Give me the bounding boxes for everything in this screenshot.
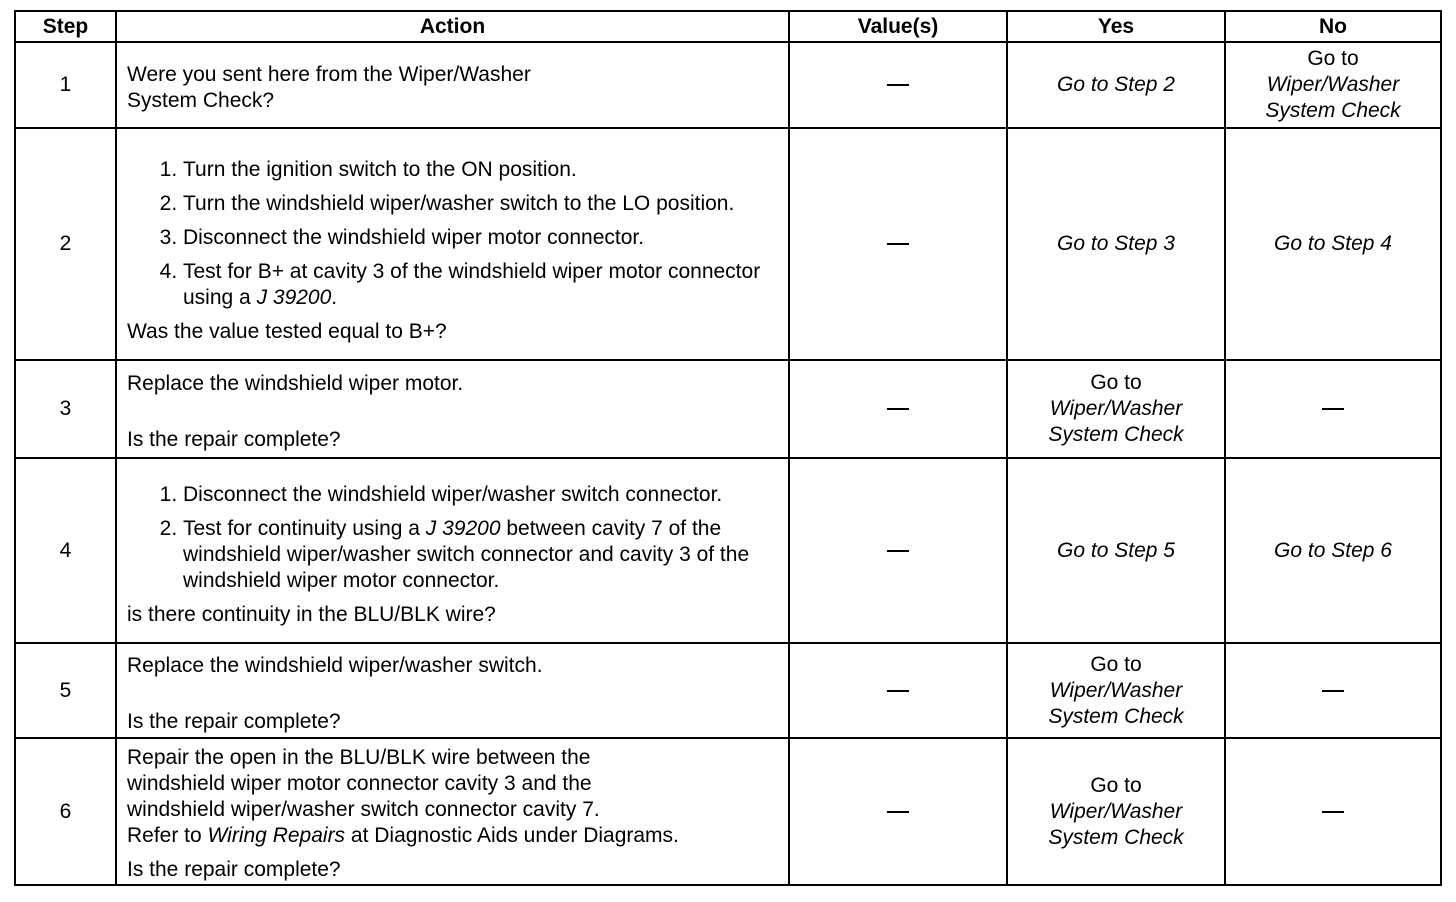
yes-result-link: System Check bbox=[1048, 704, 1184, 728]
no-dash bbox=[1322, 690, 1344, 692]
no-dash bbox=[1322, 408, 1344, 410]
header-yes: Yes bbox=[1007, 11, 1225, 42]
action-step: 1. Turn the ignition switch to the ON position. bbox=[183, 157, 778, 183]
no-cell bbox=[1225, 738, 1441, 885]
yes-result: Go to Step 2 bbox=[1057, 73, 1175, 96]
action-step-list bbox=[127, 482, 778, 594]
step-number: 4 bbox=[15, 458, 116, 643]
value-dash bbox=[887, 243, 909, 245]
action-text: Were you sent here from the Wiper/Washer bbox=[127, 63, 531, 86]
step-number: 1 bbox=[15, 42, 116, 128]
no-cell bbox=[1225, 643, 1441, 738]
yes-result-prefix: Go to bbox=[1090, 371, 1142, 394]
value-dash bbox=[887, 84, 909, 86]
no-cell bbox=[1225, 128, 1441, 360]
action-step: 4. Test for B+ at cavity 3 of the windshield wiper motor connector using a J 39200. bbox=[183, 259, 778, 311]
yes-result-link: Wiper/Washer bbox=[1049, 799, 1183, 823]
action-text: System Check? bbox=[127, 89, 275, 112]
no-cell bbox=[1225, 360, 1441, 458]
table-row bbox=[15, 643, 1441, 738]
value-cell bbox=[789, 458, 1007, 643]
table-row bbox=[15, 738, 1441, 885]
header-values: Value(s) bbox=[789, 11, 1007, 42]
value-cell bbox=[789, 643, 1007, 738]
header-step: Step bbox=[15, 11, 116, 42]
yes-cell bbox=[1007, 42, 1225, 128]
action-question: is there continuity in the BLU/BLK wire? bbox=[127, 602, 496, 626]
action-text: Repair the open in the BLU/BLK wire between the bbox=[127, 745, 591, 769]
action-question: Was the value tested equal to B+? bbox=[127, 320, 447, 343]
yes-result: Go to Step 3 bbox=[1057, 232, 1175, 255]
header-row bbox=[15, 11, 1441, 42]
action-step: 1. Disconnect the windshield wiper/washer switch connector. bbox=[183, 482, 778, 508]
action-text: windshield wiper/washer switch connector cavity 7. bbox=[127, 797, 600, 821]
action-question: Is the repair complete? bbox=[127, 709, 341, 733]
tool-reference: J 39200 bbox=[256, 286, 332, 309]
diagnostic-table bbox=[14, 10, 1442, 886]
table-row bbox=[15, 360, 1441, 458]
action-cell bbox=[116, 360, 789, 458]
yes-cell bbox=[1007, 643, 1225, 738]
yes-result: Go to Step 5 bbox=[1057, 538, 1175, 562]
action-step: 2. Turn the windshield wiper/washer switch to the LO position. bbox=[183, 191, 778, 217]
no-result-prefix: Go to bbox=[1307, 47, 1359, 70]
action-step: 3. Disconnect the windshield wiper motor connector. bbox=[183, 225, 778, 251]
step-number: 2 bbox=[15, 128, 116, 360]
action-step: 2. Test for continuity using a J 39200 between cavity 7 of the windshield wiper/washer switch connector and cavity 3 of the windshield wiper motor connector. bbox=[183, 516, 778, 594]
action-cell bbox=[116, 128, 789, 360]
table-row bbox=[15, 42, 1441, 128]
yes-result-link: Wiper/Washer bbox=[1049, 397, 1183, 420]
no-result-link: System Check bbox=[1265, 99, 1401, 122]
yes-cell bbox=[1007, 360, 1225, 458]
action-question: Is the repair complete? bbox=[127, 428, 341, 451]
yes-cell bbox=[1007, 738, 1225, 885]
no-cell bbox=[1225, 42, 1441, 128]
value-dash bbox=[887, 811, 909, 813]
table-row bbox=[15, 128, 1441, 360]
action-cell bbox=[116, 738, 789, 885]
value-cell bbox=[789, 42, 1007, 128]
yes-result-prefix: Go to bbox=[1090, 652, 1142, 676]
step-number: 6 bbox=[15, 738, 116, 885]
action-step-list bbox=[127, 157, 778, 311]
table-row bbox=[15, 458, 1441, 643]
action-cell bbox=[116, 42, 789, 128]
yes-result-link: System Check bbox=[1048, 825, 1184, 849]
value-cell bbox=[789, 360, 1007, 458]
refer-text: Refer to Wiring Repairs at Diagnostic Aids under Diagrams. bbox=[127, 823, 679, 847]
header-action: Action bbox=[116, 11, 789, 42]
tool-reference: J 39200 bbox=[425, 516, 501, 540]
value-cell bbox=[789, 738, 1007, 885]
no-result: Go to Step 4 bbox=[1274, 232, 1392, 255]
value-dash bbox=[887, 408, 909, 410]
no-dash bbox=[1322, 811, 1344, 813]
action-text: Replace the windshield wiper motor. bbox=[127, 372, 464, 395]
action-text: Replace the windshield wiper/washer switch. bbox=[127, 653, 543, 677]
value-dash bbox=[887, 550, 909, 552]
action-cell bbox=[116, 643, 789, 738]
action-text: windshield wiper motor connector cavity 3 and the bbox=[127, 771, 592, 795]
yes-result-link: Wiper/Washer bbox=[1049, 678, 1183, 702]
no-cell bbox=[1225, 458, 1441, 643]
step-number: 5 bbox=[15, 643, 116, 738]
wiring-repairs-reference: Wiring Repairs bbox=[207, 823, 346, 847]
action-question: Is the repair complete? bbox=[127, 857, 341, 881]
no-result: Go to Step 6 bbox=[1274, 538, 1392, 562]
yes-cell bbox=[1007, 458, 1225, 643]
action-cell bbox=[116, 458, 789, 643]
value-cell bbox=[789, 128, 1007, 360]
yes-cell bbox=[1007, 128, 1225, 360]
yes-result-link: System Check bbox=[1048, 423, 1184, 446]
step-number: 3 bbox=[15, 360, 116, 458]
yes-result-prefix: Go to bbox=[1090, 773, 1142, 797]
no-result-link: Wiper/Washer bbox=[1266, 73, 1400, 96]
value-dash bbox=[887, 690, 909, 692]
header-no: No bbox=[1225, 11, 1441, 42]
